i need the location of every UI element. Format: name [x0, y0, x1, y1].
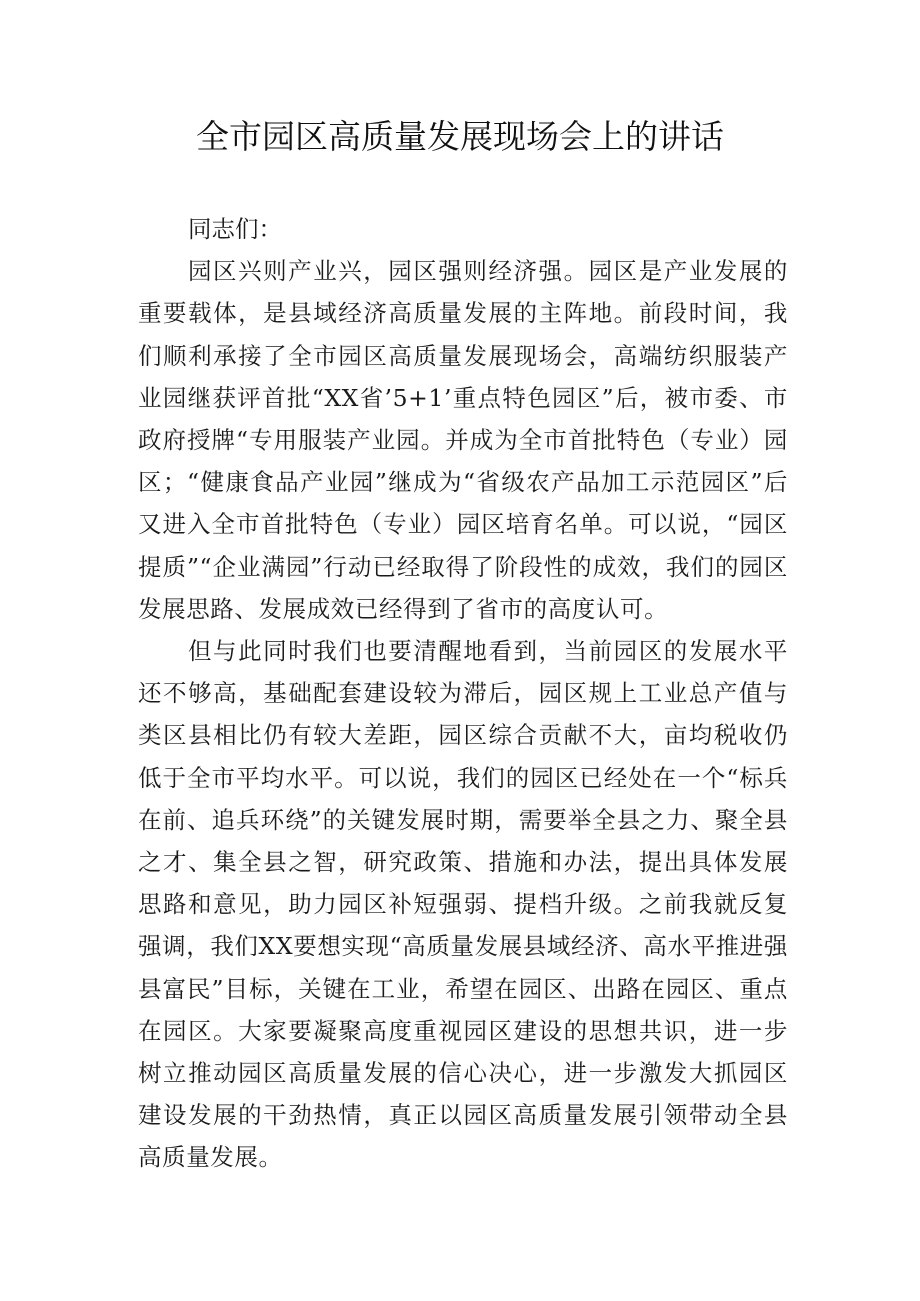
paragraph-1: 园区兴则产业兴，园区强则经济强。园区是产业发展的重要载体，是县域经济高质量发展的主阵地。前段时间，我们顺利承接了全市园区高质量发展现场会，高端纺织服装产业园继获评首批“XX省’5+1’重点特色园区”后，被市委、市政府授牌“专用服装产业园。并成为全市首批特色（专业）园区；“健康食品产业园”继成为“省级农产品加工示范园区”后又进入全市首批特色（专业）园区培育名单。可以说，“园区提质”“企业满园”行动已经取得了阶段性的成效，我们的园区发展思路、发展成效已经得到了省市的高度认可。 — [138, 257, 788, 623]
document-title: 全市园区高质量发展现场会上的讲话 — [196, 117, 724, 156]
paragraph-2: 但与此同时我们也要清醒地看到，当前园区的发展水平还不够高，基础配套建设较为滞后，园区规上工业总产值与类区县相比仍有较大差距，园区综合贡献不大，亩均税收仍低于全市平均水平。可以说，我们的园区已经处在一个“标兵在前、追兵环绕”的关键发展时期，需要举全县之力、聚全县之才、集全县之智，研究政策、措施和办法，提出具体发展思路和意见，助力园区补短强弱、提档升级。之前我就反复强调，我们XX要想实现“高质量发展县域经济、高水平推进强县富民”目标，关键在工业，希望在园区、出路在园区、重点在园区。大家要凝聚高度重视园区建设的思想共识，进一步树立推动园区高质量发展的信心决心，进一步激发大抓园区建设发展的干劲热情，真正以园区高质量发展引领带动全县高质量发展。 — [138, 637, 788, 1172]
salutation: 同志们： — [188, 215, 282, 243]
document-body — [138, 208, 788, 1179]
